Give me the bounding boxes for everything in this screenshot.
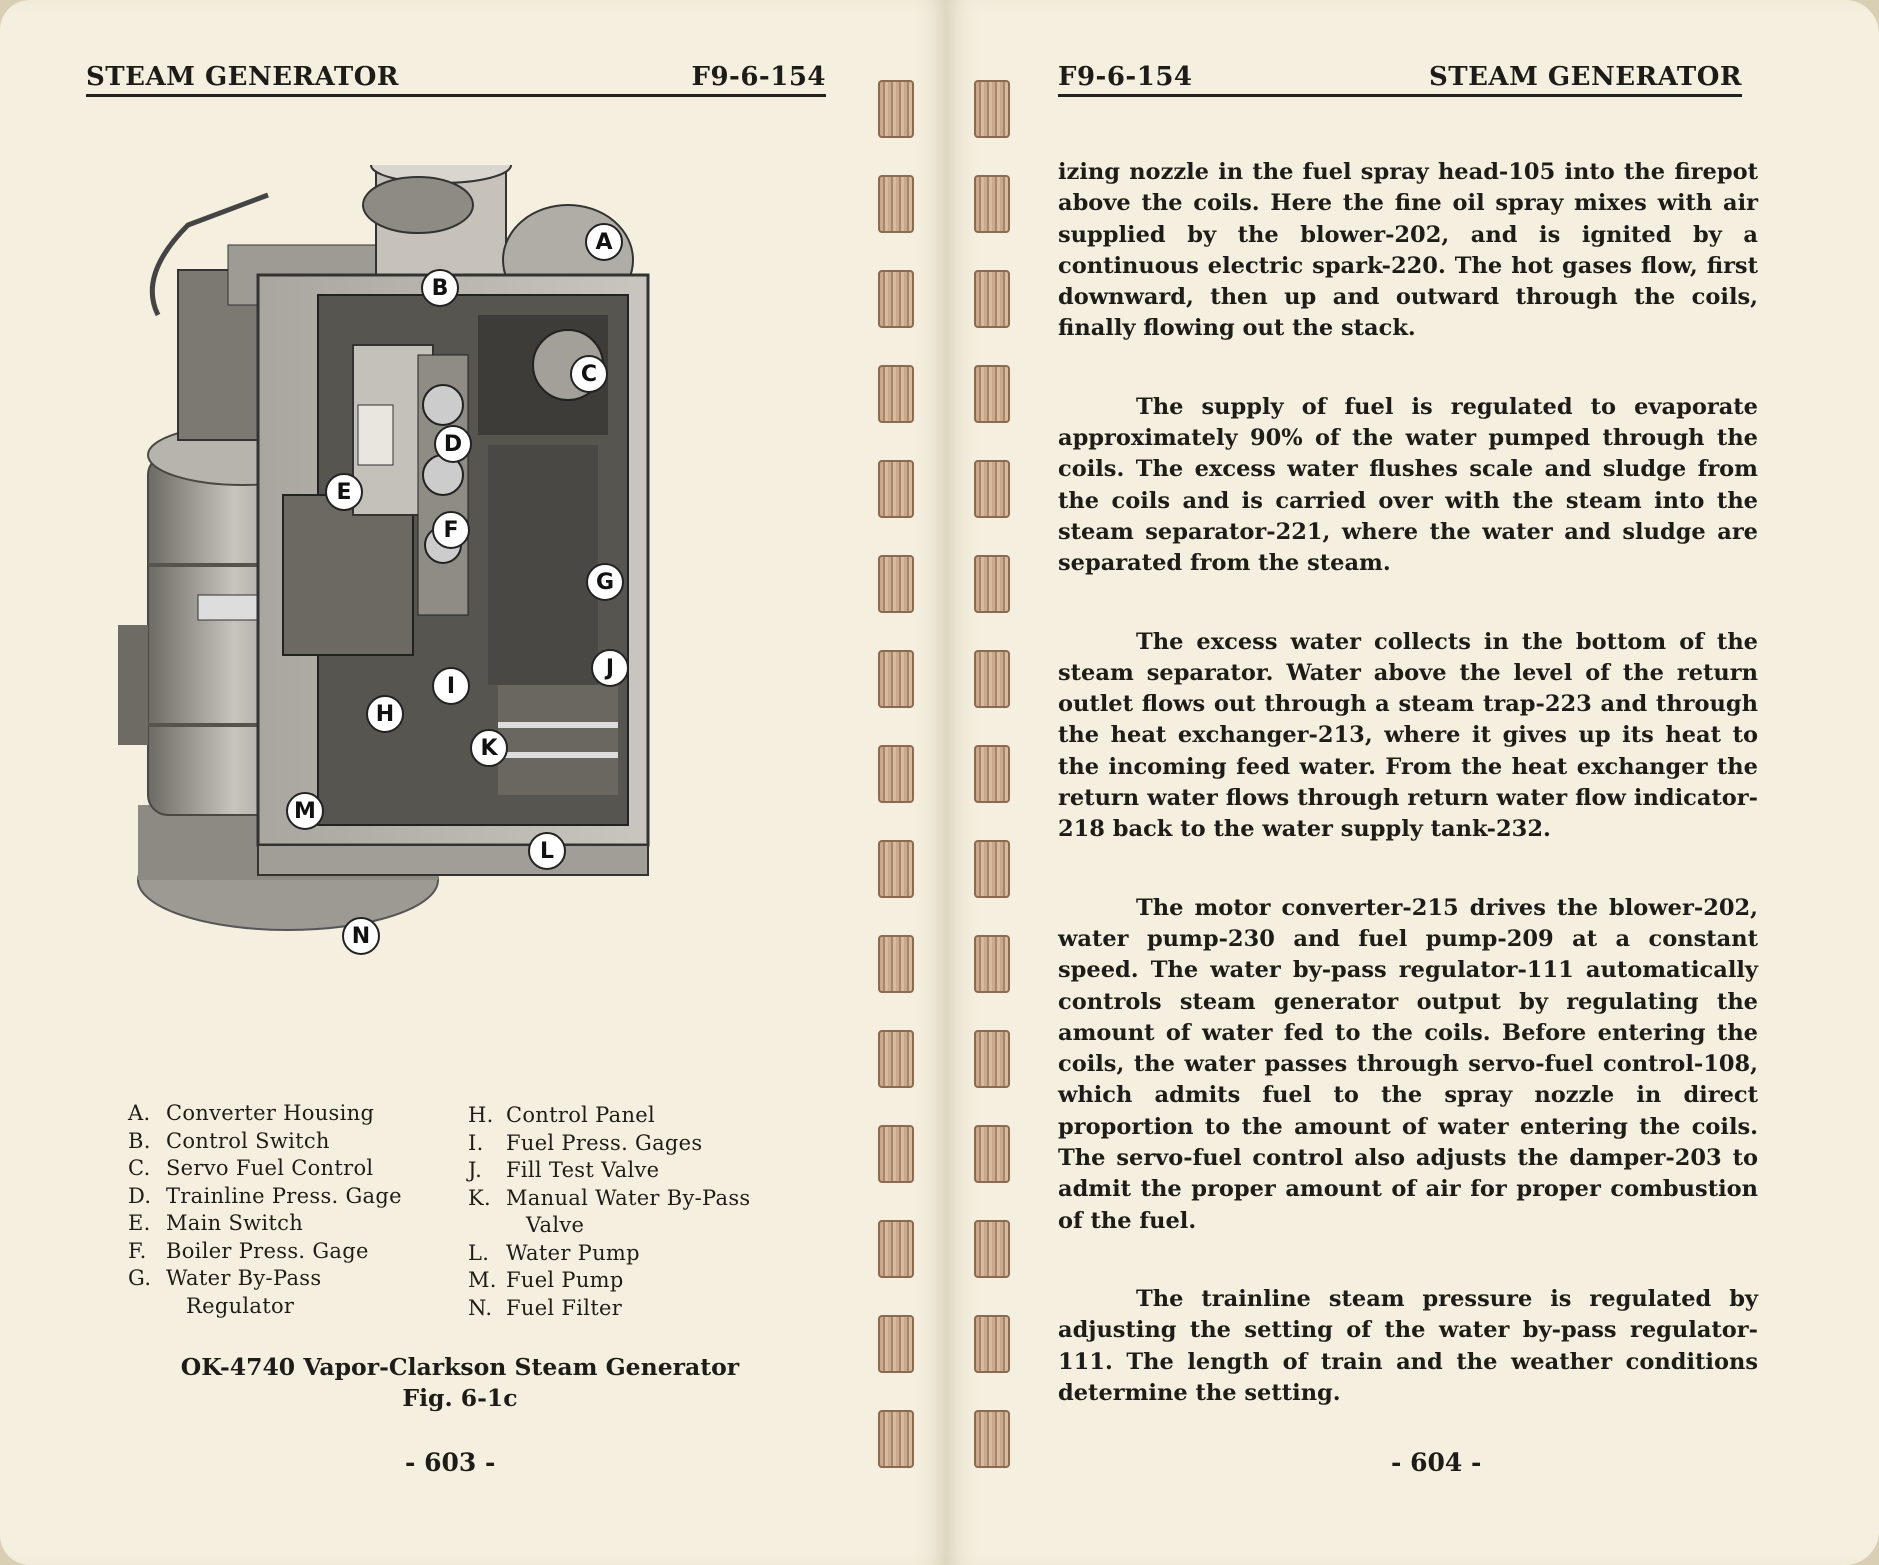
- legend-text: Trainline Press. Gage: [166, 1183, 402, 1208]
- legend-letter: D.: [128, 1183, 152, 1208]
- spiral-binding-left: [878, 80, 918, 1505]
- page-number: - 604 -: [1391, 1448, 1482, 1477]
- callout-l: L: [528, 832, 566, 870]
- legend-item: [468, 1267, 751, 1295]
- paragraph: The motor converter-215 drives the blower-202, water pump-230 and fuel pump-209 at a constant speed. The water by-pass regulator-111 automatically controls steam generator output by regulating the amount of water fed to the coils. Before entering the coils, the water passes through servo-fuel control-108, which admits fuel to the spray nozzle in direct proportion to the amount of water entering the coils. The servo-fuel control also adjusts the damper-203 to admit the proper amount of air for proper combustion of the fuel.: [1058, 894, 1758, 1234]
- legend-text: Main Switch: [166, 1211, 304, 1235]
- legend-item: [128, 1210, 402, 1238]
- legend-letter: J.: [468, 1158, 483, 1182]
- legend-text: Boiler Press. Gage: [166, 1238, 369, 1263]
- legend-item: [468, 1295, 751, 1323]
- callout-k: K: [470, 729, 508, 767]
- legend-text: Control Switch: [166, 1128, 330, 1153]
- legend-continuation: Regulator: [186, 1293, 295, 1318]
- callout-d: D: [434, 425, 472, 463]
- page-number: - 603 -: [405, 1448, 496, 1477]
- figure-caption: [120, 1352, 800, 1414]
- caption-title: OK-4740 Vapor-Clarkson Steam Generator: [180, 1353, 740, 1381]
- legend-text: Servo Fuel Control: [166, 1156, 374, 1180]
- legend-text: Fuel Press. Gages: [506, 1130, 703, 1155]
- legend-item: [128, 1238, 402, 1266]
- callout-g: G: [586, 563, 624, 601]
- legend-continuation: Valve: [526, 1213, 585, 1237]
- callout-h: H: [366, 695, 404, 733]
- legend-letter: M.: [468, 1268, 497, 1292]
- legend-letter: A.: [128, 1101, 151, 1125]
- legend-item: [468, 1185, 751, 1213]
- legend-item: [468, 1157, 751, 1185]
- legend-item: [128, 1183, 402, 1211]
- legend-text: Manual Water By-Pass: [506, 1185, 751, 1210]
- callout-f: F: [432, 511, 470, 549]
- callout-e: E: [325, 473, 363, 511]
- right-page-header: [1058, 60, 1742, 97]
- legend-letter: K.: [468, 1185, 491, 1210]
- callout-a: A: [585, 223, 623, 261]
- legend-item: [468, 1130, 751, 1158]
- legend-text: Control Panel: [506, 1103, 656, 1127]
- legend-letter: B.: [128, 1128, 151, 1153]
- callout-m: M: [286, 792, 324, 830]
- legend-letter: C.: [128, 1156, 151, 1180]
- legend-item: [468, 1240, 751, 1268]
- legend-text: Fuel Filter: [506, 1295, 623, 1320]
- legend-letter: L.: [468, 1240, 490, 1265]
- callout-j: J: [591, 649, 629, 687]
- header-title: STEAM GENERATOR: [86, 62, 400, 92]
- header-doc-number: F9-6-154: [1058, 62, 1193, 92]
- legend-text: Water Pump: [506, 1240, 640, 1265]
- paragraph: The supply of fuel is regulated to evaporate approximately 90% of the water pumped through the coils. The excess water flushes scale and sludge from the coils and is carried over with the steam into the steam separator-221, where the water and sludge are separated from the steam.: [1058, 393, 1758, 577]
- caption-figure-number: Fig. 6-1c: [402, 1384, 518, 1412]
- callout-b: B: [421, 269, 459, 307]
- legend-text: Fuel Pump: [506, 1268, 624, 1292]
- legend-column-2: [468, 1102, 751, 1322]
- header-title: STEAM GENERATOR: [1428, 62, 1742, 92]
- legend-letter: G.: [128, 1266, 152, 1290]
- paragraph: izing nozzle in the fuel spray head-105 into the firepot above the coils. Here the fine oil spray mixes with air supplied by the blower-202, and is ignited by a continuous electric spark-220. The hot gases flow, first downward, then up and outward through the coils, finally flowing out the stack.: [1058, 159, 1758, 342]
- legend-text: Fill Test Valve: [506, 1158, 660, 1182]
- legend-text: Converter Housing: [166, 1101, 375, 1125]
- legend-letter: F.: [128, 1238, 147, 1263]
- legend-item: [128, 1265, 402, 1293]
- body-text: [1058, 157, 1758, 1456]
- steam-generator-illustration: [118, 165, 798, 1045]
- legend-item: [468, 1102, 751, 1130]
- legend-item: [128, 1128, 402, 1156]
- paragraph: The trainline steam pressure is regulated by adjusting the setting of the water by-pass regulator-111. The length of train and the weather conditions determine the setting.: [1058, 1285, 1758, 1406]
- legend-letter: H.: [468, 1103, 494, 1127]
- legend-column-1: [128, 1100, 402, 1320]
- legend-item: [128, 1100, 402, 1128]
- paragraph: The excess water collects in the bottom of the steam separator. Water above the level of the return outlet flows out through a steam trap-223 and through the heat exchanger-213, where it gives up its heat to the incoming feed water. From the heat exchanger the return water flows through return water flow indicator-218 back to the water supply tank-232.: [1058, 628, 1758, 843]
- legend-letter: I.: [468, 1130, 484, 1155]
- callout-c: C: [570, 355, 608, 393]
- steam-generator-photo: [118, 165, 798, 1045]
- legend-letter: E.: [128, 1211, 151, 1235]
- legend-item: [128, 1155, 402, 1183]
- right-page: [946, 0, 1879, 1565]
- legend-text: Water By-Pass: [166, 1266, 322, 1290]
- header-doc-number: F9-6-154: [691, 62, 826, 92]
- spiral-binding-right: [974, 80, 1014, 1505]
- callout-i: I: [432, 667, 470, 705]
- callout-n: N: [342, 917, 380, 955]
- legend-letter: N.: [468, 1295, 493, 1320]
- left-page-header: [86, 60, 826, 97]
